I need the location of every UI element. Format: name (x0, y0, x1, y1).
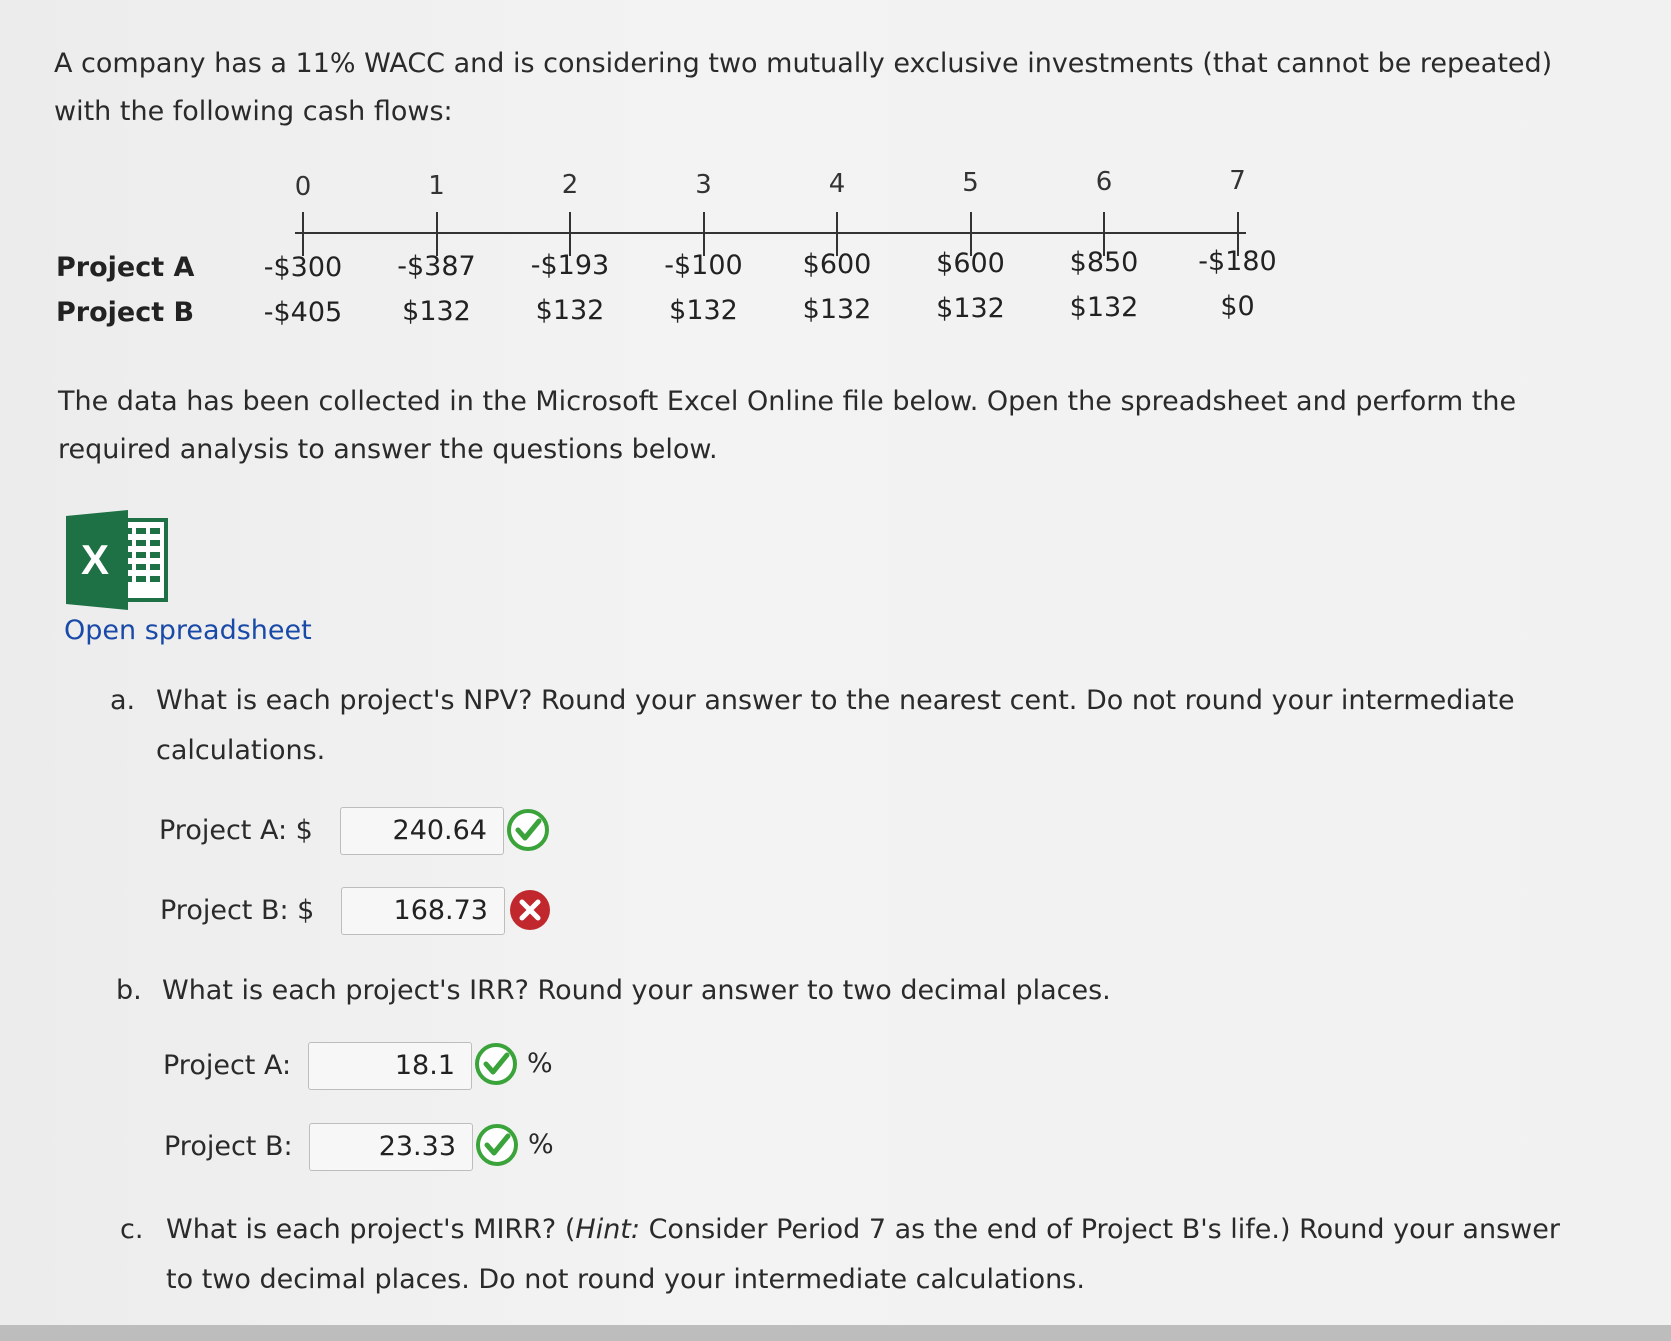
timeline-tick-mark (696, 232, 712, 234)
irr-project-b-input[interactable]: 23.33 (309, 1123, 473, 1171)
cash-flow-cell: $600 (936, 248, 1005, 279)
cash-flow-cell: -$180 (1198, 246, 1277, 278)
question-a-text: What is each project's NPV? Round your answer to the nearest cent. Do not round your intermediate calculations. (156, 685, 1515, 766)
cash-flow-cell: -$193 (530, 250, 610, 282)
npv-project-a-label: Project A: $ (159, 815, 313, 846)
open-spreadsheet-link[interactable]: Open spreadsheet (64, 615, 312, 646)
project-a-row-label: Project A (56, 252, 195, 283)
npv-project-b-input[interactable]: 168.73 (341, 887, 505, 935)
cash-flow-cell: -$300 (263, 252, 343, 283)
cash-flow-cell: $600 (802, 248, 872, 280)
cash-flow-cell: $132 (669, 294, 738, 326)
irr-project-a-label: Project A: (163, 1050, 292, 1081)
question-c-text (166, 1205, 1566, 1305)
cash-flow-timeline (0, 0, 1671, 360)
cash-flow-cell: $850 (1069, 247, 1139, 279)
npv-project-a-input[interactable]: 240.64 (340, 807, 504, 855)
excel-icon-letter: X (80, 536, 110, 583)
cash-flow-cell: $132 (402, 296, 471, 328)
question-c-letter: c. (120, 1214, 144, 1245)
timeline-tick-mark (829, 232, 845, 234)
timeline-tick-mark (963, 232, 979, 234)
error-x-icon (508, 888, 552, 932)
cash-flow-cell: -$100 (664, 249, 743, 281)
period-label: 5 (962, 168, 979, 198)
excel-note-text: The data has been collected in the Microsoft Excel Online file below. Open the spreadsheet and perform the required analysis to answer the questions below. (58, 386, 1517, 465)
question-b-text: What is each project's IRR? Round your answer to two decimal places. (162, 975, 1111, 1006)
cash-flow-cell: $132 (936, 293, 1005, 324)
timeline-tick-mark (295, 232, 311, 234)
irr-project-b-unit: % (528, 1129, 554, 1160)
question-c-hint-label: Hint: (575, 1214, 640, 1245)
timeline-tick-mark (1096, 232, 1112, 234)
timeline-tick-mark (429, 232, 445, 234)
question-c-text-end: Consider Period 7 as the end of Project B's life.) Round your answer to two decimal places. Do not round your intermediate calculations. (166, 1214, 1560, 1295)
excel-icon[interactable] (64, 510, 172, 610)
timeline-tick-mark (562, 232, 578, 234)
question-a-letter: a. (110, 685, 136, 716)
period-label: 4 (828, 168, 846, 199)
bottom-edge (0, 1325, 1671, 1341)
timeline-tick (302, 212, 304, 256)
timeline-tick-mark (1230, 232, 1246, 234)
irr-project-b-label: Project B: (164, 1131, 293, 1162)
question-c-text-start: What is each project's MIRR? ( (166, 1214, 576, 1245)
check-icon (506, 808, 550, 852)
cash-flow-cell: $0 (1220, 291, 1255, 323)
intro-text: A company has a 11% WACC and is considering two mutually exclusive investments (that cannot be repeated) with the following cash flows: (54, 48, 1553, 127)
cash-flow-cell: $132 (1069, 292, 1139, 324)
timeline-tick (569, 212, 571, 256)
cash-flow-cell: -$387 (397, 251, 476, 283)
timeline-tick (436, 212, 438, 256)
project-b-row-label: Project B (56, 297, 195, 328)
period-label: 2 (561, 170, 579, 201)
check-icon (474, 1042, 518, 1086)
question-b-letter: b. (116, 975, 142, 1006)
cash-flow-cell: $132 (535, 295, 605, 327)
irr-project-a-input[interactable]: 18.1 (308, 1042, 472, 1090)
period-label: 3 (695, 169, 712, 200)
cash-flow-cell: -$405 (263, 297, 343, 328)
check-icon (475, 1123, 519, 1167)
cash-flow-cell: $132 (802, 293, 872, 325)
period-label: 0 (294, 172, 312, 202)
period-label: 7 (1229, 166, 1246, 197)
period-label: 1 (428, 171, 445, 202)
irr-project-a-unit: % (527, 1048, 553, 1079)
period-label: 6 (1095, 167, 1113, 198)
npv-project-b-label: Project B: $ (160, 895, 315, 926)
